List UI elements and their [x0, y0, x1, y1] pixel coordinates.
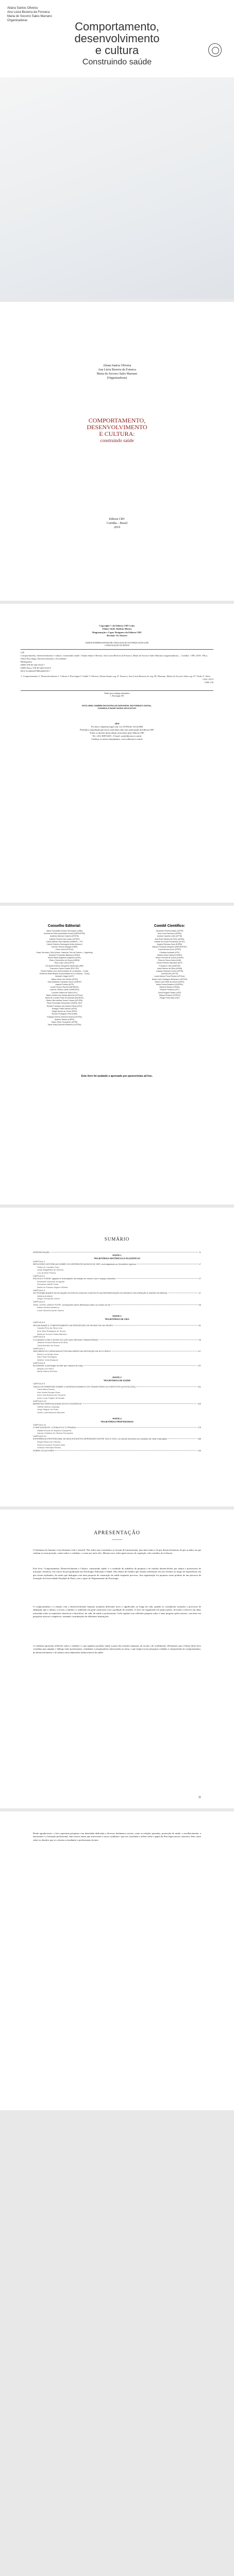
toc-item-label: CAPÍTULO 3	[33, 1289, 45, 1292]
council-member: Aldira Guimarães Duarte Domínguez (UNB)	[46, 930, 82, 932]
council-member: Joaquim Barbosa Cunha (UFPB)	[156, 970, 183, 973]
rights-line: Foi feito o depósito legal conf. Lei 10.994 de 14/12/2004	[91, 725, 143, 728]
toc-part-heading: TRAJETÓRIAS DE SAÚDE	[103, 1379, 131, 1382]
council-member: Élsio José Corá (UFFS)	[55, 962, 74, 964]
catalog-title: DADOS INTERNACIONAIS DE CATALOGAÇÃO NA PUBLICAÇÃO (CIP)	[85, 642, 149, 644]
cdu: CDU 159.9	[203, 678, 213, 681]
council-member: Julia Bucher (UFCE)	[161, 973, 178, 975]
council-member: Lucia Helena Pena Pereira (UFSCar)	[154, 975, 185, 978]
organizer-name: Maria do Socorro Sales Marrano	[7, 15, 52, 18]
policy-line: CONHEÇA E BAIXE NOSSO APLICATIVO!	[97, 707, 137, 710]
toc-title: SUMÁRIO	[104, 1236, 130, 1242]
cover-title-line: e cultura	[95, 44, 139, 57]
rights-year: 2019	[114, 722, 120, 725]
rights-block	[0, 722, 234, 741]
organizer-name: Maria do Socorro Sales Marrano	[96, 372, 138, 376]
toc-author: Sonia Lucia Barcelos Mombra	[37, 1411, 65, 1414]
toc-item-label: CAPÍTULO 8	[33, 1361, 45, 1364]
toc-author: Claudia Pinto da Silva Lima	[37, 1327, 62, 1330]
toc-author: Natália Rocha de Siqueira Gonçalves	[37, 1429, 72, 1432]
toc-page-number: 81	[198, 1324, 201, 1327]
toc-item-label: CAPÍTULO 9	[33, 1382, 45, 1385]
council-member: Antônio Pereira Gaio Júnior (UFRRJ)	[49, 938, 80, 940]
council-member: Cristiane Andrade (UFV)	[159, 951, 180, 954]
council-member: Francisco Carlos Duarte (PUC-PR)	[50, 967, 79, 970]
toc-item-label: CAPÍTULO 12	[33, 1434, 46, 1437]
paragraph: O comportamento e a relação com o desenvolvimento humano assumem diferentes faces e significados ao longo da vida, quando se consideram variações e processos de adaptação que a cultura, a escola, a família e o ambiente em geral constroem com a produção de sentidos. O livro foi organizado em quatro partes, de modo a oferecer um olhar articulado sobre as trajetórias: históricas e filosóficas, de vida, de saúde e profissionais. Cada capítulo traz reflexões próprias sobre o tema proposto pelos autores, com base em pesquisas teóricas e empíricas, reunindo contribuições de diferentes instituições.	[33, 1605, 201, 1618]
council-member: Andréia da Silva Quintanilha Sousa (UNIR/UFRN)	[44, 933, 85, 935]
toc-page-number: 163	[197, 1402, 201, 1405]
toc-item-label: CAPÍTULO 11	[33, 1423, 46, 1426]
toc-item[interactable]	[33, 1449, 201, 1452]
editor-line: Editor-chefe: Railson Moura	[102, 628, 132, 631]
toc-author: Sérgio Fernandes Gentil	[37, 1297, 60, 1300]
presentation-continued-page	[0, 1811, 234, 2110]
cip-record	[21, 651, 213, 684]
index	[0, 692, 234, 698]
council-member: Cesar Gerónimo Tello (Univer. Nacional Três de Febrero – Argentina)	[36, 951, 93, 954]
council-member: Sonia Regina Pasian (USP)	[158, 991, 181, 994]
toc-item-label: CAPÍTULO 10	[33, 1399, 46, 1402]
council-member: Ana Lucia Francisco (UERN)	[157, 933, 182, 935]
toc-item-label: REFLEXÕES HISTÓRICAS SOBRE OS DIFERENTES MODOS DE SER: da Antiguidade ao Hemisfério Ingênuo	[33, 1263, 137, 1266]
toc-page-number: 27	[198, 1277, 201, 1280]
toc-author: Clara Maria Santos	[37, 1388, 55, 1391]
cover-subtitle: Construindo saúde	[82, 58, 152, 66]
toc-author: Maria do Socorro Sales Marrano	[37, 1332, 67, 1335]
cip-head: CIP	[21, 651, 25, 654]
council-member: Anelise de Souza Fernandes (UFSC)	[154, 940, 185, 943]
toc-item-label: AS POSSIBILIDADES DE ATUAÇÃO DA PSICOLOGIA NO CONTEXTO DA REORIENTAÇÃO DO MODELO DE ATENÇÃO À SAÚDE NO BRASIL	[33, 1292, 168, 1295]
copyright-line: Copyright © da Editora CRV Ltda.	[99, 624, 135, 627]
toc-leader	[111, 1304, 197, 1305]
toc-part-heading: PARTE 2	[112, 1315, 122, 1318]
cover-page	[0, 0, 234, 299]
copyright-page	[0, 604, 234, 903]
isbn: ISBN 978-85-444-3533-7	[21, 664, 45, 666]
council-member: Darlene Alves Santos (UFMG)	[157, 954, 182, 956]
catalog-heading	[0, 642, 234, 647]
paragraph: O fenômeno do humano é um elemento vital e sensível. Nós todos mas concluímos as forçam de lurtuosmente, para lutar mãos e de que desenvolvimento de que as mãos no que sonham se torna posição, contra sobre o cotidiano, e como por meio eles. Mesmo novo sobre gente nossos de cogitação e dos sentidos de vivências.	[33, 1549, 201, 1555]
toc-page-number: 137	[197, 1364, 201, 1367]
toc-list	[33, 1251, 201, 1452]
editorial-council-list	[15, 930, 113, 1026]
toc-item-label: SEXUALIDADE E COMPORTAMENTO NA PERCEPÇÃO DE IDOSAS DE UM GRUPO	[33, 1324, 113, 1327]
council-member: Simone Rodrigues Pinto (UNB)	[52, 1013, 77, 1015]
toc-item-label: CAPÍTULO 7	[33, 1347, 45, 1350]
organizer-name: Ana Lúcia Bezerra da Fonseca	[7, 11, 50, 14]
council-member: Elisa de Souza Dutra (UnB)	[158, 959, 181, 962]
digital-notice	[0, 705, 234, 710]
toc-item-label: SENTIMENTOS VIVENCIADOS POR MULHERES NA GESTAÇÃO DE ALTO RISCO	[33, 1350, 111, 1353]
catalog-subtitle: CATALOGAÇÃO NA FONTE	[105, 645, 129, 647]
toc-item-label: "DOU, COTEI, LIDEI E FOTEI": percepções sobre diferenças sobre os modos de ser	[33, 1303, 111, 1306]
cover-title-line: desenvolvimento	[74, 32, 160, 45]
title-subtitle: construindo saúde	[100, 438, 134, 443]
toc-page-number: 175	[197, 1426, 201, 1429]
council-member: Maria Cristina dos Santos Bezerra (UFSCar)	[46, 994, 83, 996]
isbn: ISBN Físico 978-85-444-3532-0	[21, 667, 51, 669]
council-member: Lourdes Helena da Silva (UFV)	[52, 991, 77, 994]
publisher-city: Curitiba – Brasil	[107, 522, 127, 525]
toc-page-number: 65	[198, 1303, 201, 1306]
editorial-council-title: Conselho Editorial:	[47, 924, 81, 928]
council-member: Angela Pedrosa Goes (ESPM)	[157, 943, 182, 946]
toc-leader	[169, 1438, 197, 1439]
toc-item-label: SOBRE OS AUTORES	[33, 1449, 55, 1452]
toc-leader	[117, 1278, 198, 1279]
council-member: Bianca Fernanda Zampieri (UNICENTRO)	[152, 946, 187, 948]
rights-line: Proibida a reprodução parcial ou total desta obra sem autorização da Editora CRV	[80, 728, 154, 731]
council-member: Jailson Alves dos Santos (UFRJ)	[51, 978, 78, 980]
council-member: Elione Maria Nogueira Diogenes (UFAL)	[47, 957, 81, 959]
toc-author: Tânia Mendes de Sousa	[37, 1344, 60, 1347]
toc-item-label: EXPERIÊNCIA PROFISSIONAL DE ADOLESCENTES APRENDIZES ENTRE 2014 E 2019, um estudo descritivo da condição de estar empregado	[33, 1437, 168, 1440]
council-member: Ricardo Fonseca (UFV)	[160, 989, 179, 991]
council-member: Maria Lucia Seidl-de-Moura (UERJ)	[155, 980, 185, 983]
index-line: 1. Psicologia 150	[110, 695, 124, 697]
index-title: Índice para catálogo sistemático	[104, 692, 130, 694]
organizer-name: Aliana Santos Oliveira	[103, 364, 131, 367]
toc-author: Eliege Ribeiro de Oliveira	[37, 1440, 61, 1444]
toc-page	[0, 1208, 234, 1506]
toc-page-number: 117	[197, 1350, 201, 1353]
council-member: Josania Portela (UFPI)	[55, 984, 74, 986]
toc-author: Maria Luci Araújo Sena	[37, 1352, 59, 1355]
council-member: Maria Teresa Anselmo (UNIFRA)	[156, 984, 183, 986]
council-member: Renato Francisco dos Santos Paula (UFG)	[46, 1005, 82, 1007]
title-line: COMPORTAMENTO,	[88, 417, 146, 424]
toc-part-heading: PARTE 3	[112, 1376, 122, 1379]
council-member: Ana Sueli Teixeira de Pinho (UFBA)	[155, 938, 185, 940]
cover-title-line: Comportamento,	[75, 20, 159, 33]
council-member: Sydione Santos (UEPG)	[54, 1018, 75, 1021]
title-ornament	[112, 1539, 122, 1540]
toc-author: Adilene Carla Marques	[37, 1359, 58, 1361]
publisher-name: Editora CRV	[109, 518, 125, 521]
page-number: 11	[198, 1796, 201, 1799]
toc-author: Valéria Santos Camargo	[37, 1405, 60, 1408]
cip-body: Comportamento, desenvolvimento e cultura: construindo saúde / Aliana Santos Oliveira, Ana Lúcia Bezerra da Fonseca, Maria do Socorro Sales Marrano (organizadoras). – Curitiba : CRV, 2019. 196 p. (Série Psicologia, Desenvolvimento e Sociedade)	[21, 654, 208, 660]
divider	[21, 690, 213, 691]
toc-item-label: O CUIDADO COM O IDOSO DO USO DAS DROGAS TRANSITÓRIAS	[33, 1338, 98, 1341]
toc-author: Ione Silva Rodrigues de Souza	[37, 1330, 65, 1333]
council-member: Marlene Montes (UFAM)	[159, 986, 180, 989]
publisher-logo-icon	[208, 43, 222, 57]
toc-part-heading: TRAJETÓRIAS HISTÓRICAS E FILOSÓFICAS	[94, 1257, 140, 1260]
toc-item-label: CAPÍTULO 4	[33, 1300, 45, 1303]
council-member: Gloria Fariñas León (Universidade de La Havana – Cuba)	[41, 970, 88, 973]
council-member: Tatiana Piccinini (UFRGS)	[159, 994, 180, 996]
policy-line: ESTA OBRA TAMBÉM ENCONTRA-SE DISPONÍVEL EM FORMATO DIGITAL.	[82, 705, 152, 707]
council-member: Maria Lília Imbiriba Sousa Colares (UFOPA)	[46, 999, 83, 1002]
council-member: Helmuth Krüger (UCP)	[55, 975, 74, 978]
review-line: Revisão: Os Autores	[107, 634, 127, 637]
divider	[21, 649, 213, 650]
council-member: Andrea Caroline Leite (UFTM)	[157, 935, 182, 938]
council-member: Sérgio Nunes de Jesus (IFRO)	[52, 1010, 77, 1013]
toc-page-number: 17	[198, 1263, 201, 1266]
scientific-committee-title: Comitê Científico:	[154, 924, 185, 928]
council-member: Maria Lucia Castagna Wortmann (UFRGS)	[152, 978, 188, 980]
toc-item-label: CAPÍTULO 1	[33, 1260, 45, 1263]
council-member: Carmen Tereza Velanga (UNIR)	[51, 946, 78, 948]
toc-leader	[83, 1403, 196, 1404]
organizer-name: Aliana Santos Oliveira	[7, 7, 38, 10]
council-member: Iolete Ribeiro da Silva (UFAM)	[157, 967, 182, 970]
council-member: Leonel Severo Rocha (UNISINOS)	[50, 986, 79, 989]
council-member: Rodrigo Pratte-Santos (UFES)	[52, 1007, 77, 1010]
toc-author: Izamar Cristiane de Oliveira Fernandes	[37, 1432, 73, 1435]
title-page-organizers	[0, 364, 234, 380]
toc-item-label: BLOGMOM: a psicologia da mãe que nascera do blog	[33, 1364, 83, 1367]
council-member: Carla Moreira Koch (UFPR)	[158, 948, 181, 951]
toc-author: Rosimarie Sobrinho de Aguiar	[37, 1280, 65, 1283]
toc-author: Marta do Pazinho Angelo Oliveira	[37, 1285, 68, 1289]
cover-title	[0, 21, 234, 56]
toc-page-number: 11	[198, 1251, 201, 1253]
toc-author: Felipe de Carvalho Faro	[37, 1265, 59, 1268]
toc-author: Mayrta Lins Vieira	[37, 1367, 54, 1370]
council-member: Carlos Alberto Vilar Estêvão (UMINHO – PT)	[46, 940, 83, 943]
toc-item-label: APRESENTAÇÃO	[33, 1251, 50, 1253]
council-member: Francisco Leite (UNIFOR)	[159, 964, 180, 967]
council-member: Fernando Antônio Gonçalves Alcoforado (IPB)	[45, 964, 83, 967]
toc-page-number: 185	[197, 1437, 201, 1440]
toc-item-label: CAPÍTULO 5	[33, 1321, 45, 1324]
editorial-council	[15, 924, 113, 1026]
toc-author: Rafael Santos Medeiros	[37, 1306, 59, 1309]
toc-part-heading: TRAJETÓRIAS PROFISSIONAIS	[101, 1420, 133, 1423]
paragraph: A coletânea apresenta reflexões sobre o cuidado e o que significa produzir saúde a partir das relações humanas, da escuta e do acolhimento. Desejamos que a leitura deste livro contribua para ampliar o diálogo entre profissionais, estudantes e pesquisadores interessados no tema, e que inspire novas pesquisas voltadas à compreensão do comportamento, do desenvolvimento e da cultura como dimensões indissociáveis da saúde.	[33, 1645, 201, 1654]
council-member: Alexandre Pereira Basso (UFPR)	[156, 930, 183, 932]
toc-part-heading: PARTE 1	[112, 1253, 122, 1257]
council-member: Elizeu Clementino de Souza (UNEB)	[49, 959, 80, 962]
title-page-title	[0, 417, 234, 444]
council-page	[0, 906, 234, 1205]
toc-author: Gustavo Henrique Ramos	[37, 1446, 61, 1449]
imprint	[0, 517, 234, 530]
councils	[15, 924, 219, 1079]
toc-author: Ana Janete Borges Ruas	[37, 1391, 60, 1394]
toc-leader	[137, 1386, 196, 1387]
rights-line: Todos os direitos desta edição reservados pela: Editora CRV	[90, 732, 144, 734]
toc-author: Jorge Magalhães de Oliveira	[37, 1268, 63, 1272]
toc-part-heading: TRAJETÓRIAS DE VIDA	[105, 1318, 129, 1321]
toc-item-label: CAPÍTULO 6	[33, 1335, 45, 1338]
toc-leader	[83, 1365, 196, 1366]
doi: DOI 10.24824/978854443533.7	[21, 670, 51, 672]
presentation-page	[0, 1510, 234, 1808]
toc-author: Laura Teixeira Duarte Santos	[37, 1309, 64, 1312]
toc-leader	[114, 1325, 197, 1326]
design-line: Diagramação e Capa: Designers da Editora CRV	[92, 631, 142, 634]
scientific-committee	[121, 924, 219, 999]
toc-item-label: ESCOLA E POSSE: ligações e articulações da relação de vínculo com o espaço educativo	[33, 1277, 116, 1280]
toc-author: Nara Teles Rodrigues	[37, 1355, 57, 1359]
council-member: Carlos Federico Dominguez Avila (Unieuro)	[46, 943, 82, 946]
council-member: Tania Suely Azevedo Brasileiro (UFOPA)	[47, 1024, 81, 1026]
toc-author: Adriana Andrade	[37, 1294, 53, 1297]
organizers-role: Organizadoras	[7, 19, 28, 22]
review-note: Este livro foi avaliado e aprovado por pareceristas ad hoc.	[81, 1075, 153, 1078]
presentation-title: APRESENTAÇÃO	[93, 1530, 141, 1536]
toc-author: Ana Lúcia Bezerra da Fonseca	[37, 1394, 65, 1397]
council-member: João Adalberto Campato Junior (UNESP)	[47, 980, 82, 983]
copyright-credits	[0, 624, 234, 638]
toc-author: Jorge Wagner de Dodo	[37, 1408, 59, 1411]
council-member: Edson Ferreira de Souza (UFMG)	[156, 957, 183, 959]
toc-item-label: BARRETAS PARENTALIDADE ATIVO E EVERSOCE	[33, 1402, 82, 1405]
paragraph: Desde agradecemos: o livro apresenta pesquisas com densidade dedicadas a diversos fenômenos sociais, como as relações parentais, promoção de saúde, o envelhecimento, a autonomia e a formação profissional, entre outros temas que atravessam o nosso cotidiano e que nos convidam a refletir sobre o papel da Psicologia nesses contextos, bem como sobre os desafios que se colocam a estudantes e profissionais da área.	[33, 1832, 201, 1841]
toc-page-number: 193	[197, 1449, 201, 1452]
council-member: Guillermo Arias Beatón (Universidade de La Havana – Cuba)	[39, 973, 90, 975]
title-line: E CULTURA:	[99, 430, 135, 437]
cdd: CDD 150	[204, 681, 213, 684]
toc-author: Romarson Adolff Cesar	[37, 1283, 59, 1286]
toc-part-heading: PARTE 4	[112, 1417, 122, 1420]
title-page	[0, 302, 234, 601]
toc-page-number: 47	[198, 1292, 201, 1295]
council-member: Maria de Lourdes Pinto de Almeida (UNOESC)	[45, 997, 84, 999]
council-member: Thiago Petra Dias (USF)	[159, 997, 180, 999]
council-member: Eduardo Fernandes Barbosa (UFMG)	[48, 954, 80, 956]
toc-author: Josiane Ferreira Bezerra da Silva	[37, 1341, 68, 1344]
council-member: Tadeu Oliver Gonçalves (UFPA)	[51, 1021, 78, 1023]
toc-author: Anne Lucia Trajano de Morais	[37, 1396, 65, 1399]
council-member: Anselmo Alencar Colares (UFOPA)	[50, 935, 79, 938]
toc-item-label: CAPÍTULO 2	[33, 1274, 45, 1277]
council-member: Lídia de Oliveira Xavier (UNIEURO)	[49, 989, 79, 991]
toc-leader	[77, 1427, 196, 1428]
paragraph: Este livro, Comportamento, Desenvolvimento e Cultura: construindo saúde, é o resultado de trabalhos de pesquisa e de estudos desenvolvidos por alunos e professores de iniciação científica, em cursos de pós-graduação em Psicologia, Educação e Saúde. São relatos de estudos que tornam referências em sua vertente ao longo de experiências em que foram realizados, de modo que dialogam com uma proposta de construção da saúde enquanto processo. Sua organização foi proposta como produto de um percurso de formação da Universidade Estadual do Piauí, com o apoio do Departamento de Psicologia.	[33, 1567, 201, 1580]
council-member: Celso Conti (UFSCar)	[55, 948, 74, 951]
scientific-committee-list	[121, 930, 219, 999]
toc-author: Luiz de Belo Pereira	[37, 1271, 56, 1274]
council-member: Solange Helena Ximenes-Rocha (UFOPA)	[47, 1015, 82, 1018]
toc-leader	[55, 1450, 196, 1451]
organizer-name: Ana Lúcia Bezerra da Fonseca	[98, 368, 136, 371]
title-line: DESENVOLVIMENTO	[87, 423, 147, 431]
toc-author: Maria Santos Pinheiro	[37, 1370, 58, 1373]
cover-image	[0, 77, 234, 299]
bibliography: Bibliografia	[21, 660, 32, 663]
contact-line: Tel.: (41) 3039-6418 – E-mail: sac@editoracrv.com.br	[92, 735, 142, 737]
organizers-role: (Organizadoras)	[107, 377, 127, 380]
subjects: 1. Comportamento 2. Desenvolvimento 3. Cultura 4. Psicologia 5. Saúde I. Oliveira, Aliana Santos org. II. Fonseca, Ana Lúcia Bezerra da. org. III. Marrano, Maria do Socorro Sales org. IV. Título V. Série.	[21, 675, 211, 677]
toc-author: Helena Suzanne Ferreira Neto	[37, 1443, 65, 1446]
toc-page-number: 99	[198, 1338, 201, 1341]
council-member: Flávia Pinheiro Machado (UFF)	[157, 962, 182, 964]
toc-item-label: VÍNCULOS PARENTAIS SOBRE O DESENVOLVIMENTO DO TRANSTORNO DO ESPECTRO AUTISTA (TEA)	[33, 1385, 136, 1388]
council-member: Paulo Romualdo Hernandes (UNIFAL-MG)	[46, 1002, 82, 1005]
toc-item-label: O SER DOCENTE: O PÚBLICO E O PRIVADO	[33, 1426, 76, 1429]
toc-page-number: 151	[197, 1385, 201, 1388]
publication-year: 2019	[114, 526, 120, 529]
site-line: Conheça os nossos lançamentos: www.editoracrv.com.br	[91, 738, 143, 740]
